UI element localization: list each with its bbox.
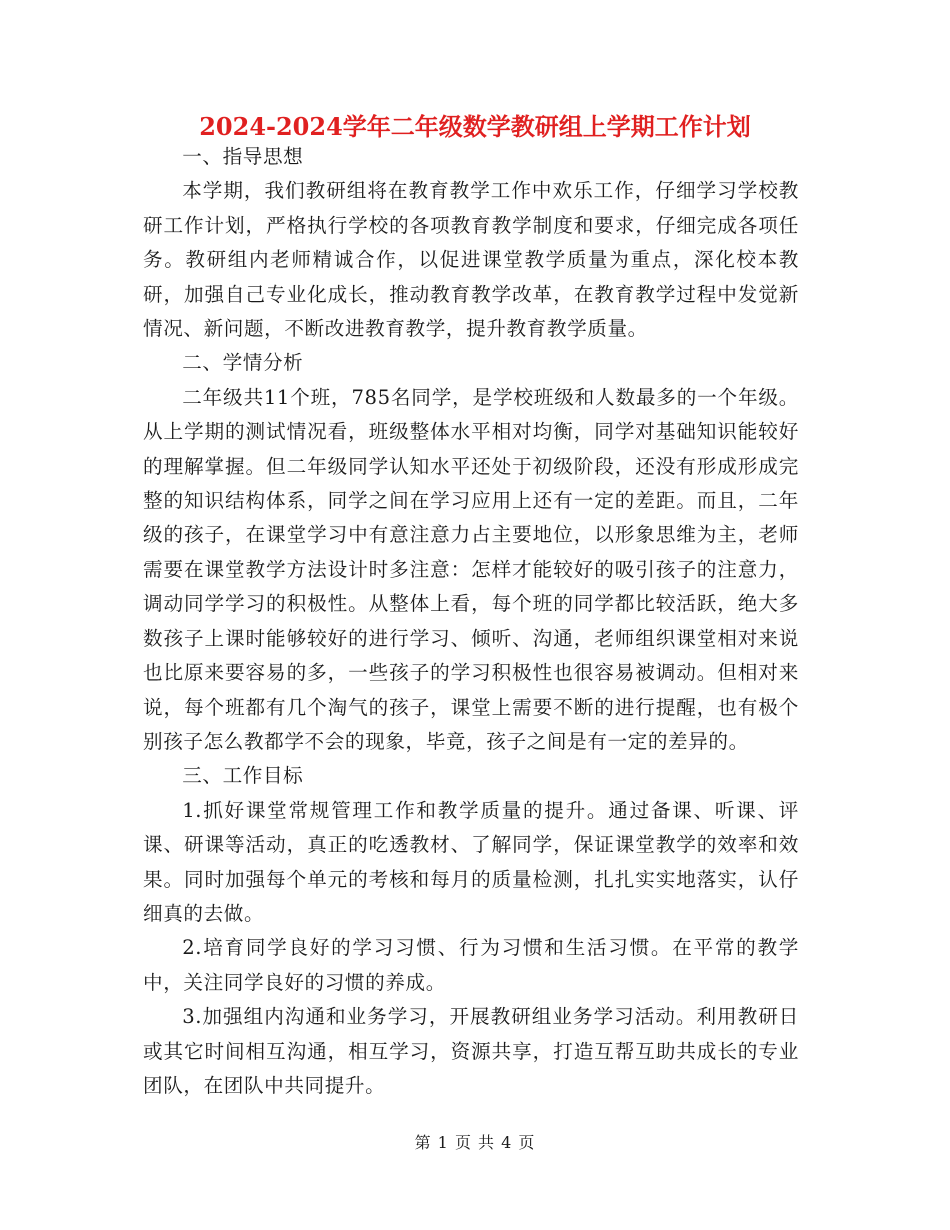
document-title: 2024-2024学年二年级数学教研组上学期工作计划 [199, 112, 751, 141]
page-footer: 第 1 页 共 4 页 [414, 1133, 536, 1152]
paragraph: 1.抓好课堂常规管理工作和教学质量的提升。通过备课、听课、评课、研课等活动，真正的吃透教材、了解同学，保证课堂教学的效率和效果。同时加强每个单元的考核和每月的质量检测，扎扎实实地落实，认仔细真的去做。 [143, 798, 799, 925]
paragraph: 本学期，我们教研组将在教育教学工作中欢乐工作，仔细学习学校教研工作计划，严格执行学校的各项教育教学制度和要求，仔细完成各项任务。教研组内老师精诚合作，以促进课堂教学质量为重点，深化校本教研，加强自己专业化成长，推动教育教学改革，在教育教学过程中发觉新情况、新问题，不断改进教育教学，提升教育教学质量。 [143, 179, 799, 341]
document-body [143, 140, 799, 1103]
section-heading: 一、指导思想 [182, 145, 304, 168]
paragraph: 2.培育同学良好的学习习惯、行为习惯和生活习惯。在平常的教学中，关注同学良好的习惯的养成。 [143, 936, 799, 994]
paragraph: 3.加强组内沟通和业务学习，开展教研组业务学习活动。利用教研日或其它时间相互沟通，相互学习，资源共享，打造互帮互助共成长的专业团队，在团队中共同提升。 [143, 1005, 799, 1097]
section-heading: 二、学情分析 [182, 351, 304, 375]
section-heading: 三、工作目标 [182, 764, 304, 788]
paragraph: 二年级共11个班，785名同学，是学校班级和人数最多的一个年级。从上学期的测试情况看，班级整体水平相对均衡，同学对基础知识能较好的理解掌握。但二年级同学认知水平还处于初级阶段，还没有形成形成完整的知识结构体系，同学之间在学习应用上还有一定的差距。而且，二年级的孩子，在课堂学习中有意注意力占主要地位，以形象思维为主，老师需要在课堂教学方法设计时多注意：怎样才能较好的吸引孩子的注意力，调动同学学习的积极性。从整体上看，每个班的同学都比较活跃，绝大多数孩子上课时能够较好的进行学习、倾听、沟通，老师组织课堂相对来说也比原来要容易的多，一些孩子的学习积极性也很容易被调动。但相对来说，每个班都有几个淘气的孩子，课堂上需要不断的进行提醒，也有极个别孩子怎么教都学不会的现象，毕竟，孩子之间是有一定的差异的。 [143, 385, 799, 753]
